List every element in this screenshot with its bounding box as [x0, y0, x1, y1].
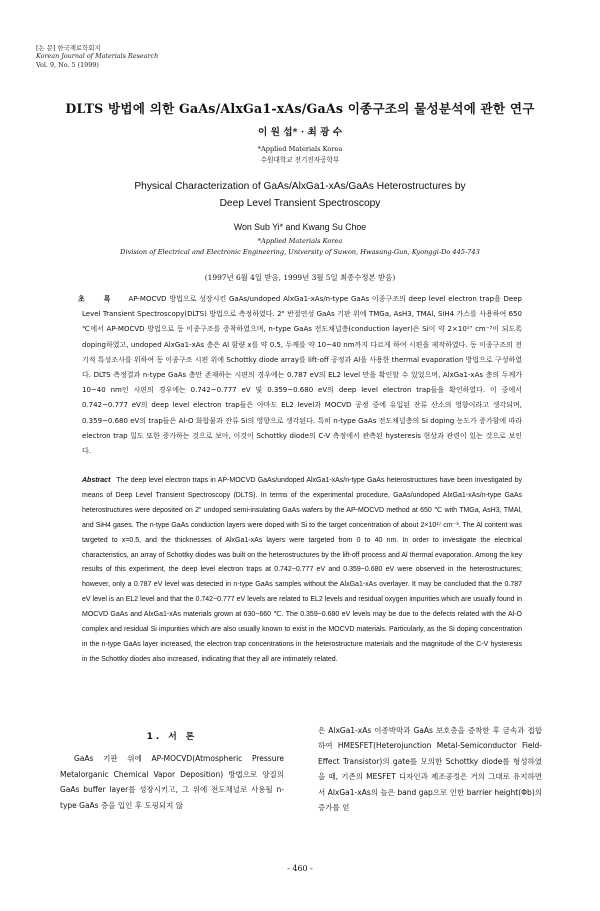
abstract-english-text: The deep level electron traps in AP-MOCVD GaAs/undoped AlxGa1-xAs/n-type GaAs heterostructures have been investigated by means of Deep Level Transient Spectroscopy (DLTS). In terms of the experimental procedure, GaAs/undoped AlxGa1-xAs/n-type GaAs heterostructures were deposited on 2" undoped semi-insulating GaAs wafers by the AP-MOCVD method at 650 ℃ with TMGa, AsH3, TMAl, and SiH4 gases. The n-type GaAs conduction layers were doped with Si to the target concentration of about 2×10¹⁷ cm⁻³. The Al content was targeted to x=0.5, and the thicknesses of AlxGa1-xAs layers were targeted from 0 to 40 nm. In order to investigate the electrical characteristics, an array of Schottky diodes was built on the heterostructures by the lift-off process and Al thermal evaporation. Among the key results of this experiment, the deep level electron traps at 0.742~0.777 eV and 0.359~0.680 eV were observed in the heterostructures; however, only a 0.787 eV level was detected in n-type GaAs samples without the AlxGa1-xAs overlayer. It may be concluded that the 0.787 eV level is an EL2 level and that the 0.742~0.777 eV levels are related to EL2 levels and residual oxygen impurities which are usually found in MOCVD GaAs and AlxGa1-xAs materials grown at 630~660 ℃. The 0.359~0.680 eV levels may be due to the defects related with the Al-O complex and residual Si impurities which are also usually known to exist in the MOCVD materials. Particularly, as the Si doping concentration in the n-type GaAs layer increased, the electron trap concentrations in the heterostructure materials and the magnitude of the C-V hysteresis in the Schottky diodes also increased, indicating that they all are intimately related.: [82, 477, 522, 663]
journal-name-en: Korean Journal of Materials Research: [36, 52, 159, 61]
affiliation-english-line-1: *Applied Materials Korea: [257, 237, 343, 245]
affiliation-english-line-2: Division of Electrical and Electronic Engineering, University of Suwon, Hwasung-Gun, Kyonggi-Do 445-743: [120, 248, 480, 256]
title-english-line-1: Physical Characterization of GaAs/AlxGa1-xAs/GaAs Heterostructures by: [134, 181, 466, 192]
abstract-korean: [78, 292, 522, 459]
abstract-english: [82, 474, 522, 668]
affiliation-korean-line-2: 수원대학교 전기전자공학부: [260, 156, 340, 164]
page-number: - 460 -: [287, 864, 313, 873]
intro-paragraph-left: GaAs 기판 위에 AP-MOCVD(Atmospheric Pressure Metalorganic Chemical Vapor Deposition) 방법으로 양질의 GaAs buffer layer를 성장시키고, 그 위에 전도채널로 사용될 n-type GaAs 층을 입인 후 도핑되지 않: [60, 754, 284, 810]
journal-header: [36, 44, 158, 69]
authors-korean: 이 원 섭* · 최 광 수: [257, 127, 342, 138]
affiliation-korean: [0, 144, 600, 166]
journal-name-ko: [논 문] 한국재료학회지: [36, 44, 101, 52]
authors-english: Won Sub Yi* and Kwang Su Choe: [233, 222, 367, 232]
title-korean: DLTS 방법에 의한 GaAs/AlxGa1-xAs/GaAs 이종구조의 물성분석에 관한 연구: [65, 101, 535, 116]
abstract-korean-label: 초 록: [78, 295, 119, 303]
affiliation-english: [30, 236, 570, 258]
title-english: [60, 178, 540, 212]
title-english-line-2: Deep Level Transient Spectroscopy: [219, 198, 381, 209]
body-column-left: [60, 730, 284, 813]
journal-volume: Vol. 9, No. 5 (1999): [36, 60, 99, 69]
affiliation-korean-line-1: *Applied Materials Korea: [257, 145, 343, 153]
abstract-english-label: Abstract: [82, 477, 111, 484]
body-column-right: [318, 723, 542, 815]
section-heading-introduction: 1. 서 론: [146, 732, 198, 742]
received-dates: (1997년 6월 4일 받음, 1999년 3월 5일 최종수정본 받음): [204, 273, 396, 282]
abstract-korean-text: AP-MOCVD 방법으로 성장시킨 GaAs/undoped AlxGa1-xAs/n-type GaAs 이종구조의 deep level electron trap을 Deep Level Transient Spectroscopy(DLTS) 방법으로 측정하였다. 2" 반절연성 GaAs 기판 위에 TMGa, AsH3, TMAl, SiH4 가스를 사용하여 650 ℃에서 AP-MOCVD 방법으로 동 이종구조를 증착하였으며, n-type GaAs 전도채널층(conduction layer)은 Si이 약 2×10¹⁷ cm⁻³이 되도록 doping하였고, undoped AlxGa1-xAs 층은 Al 함량 x를 약 0.5, 두께를 약 10~40 nm까지 다르게 하여 시편을 제작하였다. 동 이종구조의 전기적 특성조사를 위하여 동 이종구조 시편 위에 Schottky diode array를 lift-off 공정과 Al을 사용한 thermal evaporation 방법으로 구성하였다. DLTS 측정결과 n-type GaAs 층만 존재하는 시편의 경우에는 0.787 eV의 EL2 level 만을 확인할 수 있었으며, AlxGa1-xAs 층의 두께가 10~40 nm인 시편의 경우에는 0.742~0.777 eV 및 0.359~0.680 eV의 deep level electron trap들을 확인하였다. 이 중에서 0.742~0.777 eV의 deep level electron trap들은 아마도 EL2 level과 MOCVD 공정 중에 유입된 잔류 산소의 영향이라고 생각되며, 0.359~0.680 eV의 trap들은 Al-O 화합물과 잔류 Si의 영향으로 생각된다. 특히 n-type GaAs 전도채널층의 Si doping 농도가 증가함에 따라 electron trap 밀도 또한 증가하는 것으로 보아, 이것이 Schottky diode의 C-V 측정에서 관측된 hysteresis 현상과 관련이 있는 것으로 보인다.: [82, 295, 522, 456]
intro-paragraph-right: 은 AlxGa1-xAs 이종박막과 GaAs 보호층을 증착한 후 금속과 접합하여 HMESFET(Heterojunction Metal-Semiconductor Field-Effect Transistor)의 gate를 모의한 Schottky diode를 형성하였을 때, 기존의 MESFET 디자인과 제조공정은 거의 그대로 유지하면서 AlxGa1-xAs의 높은 band gap으로 인한 barrier height(Φb)의 증가를 얻: [318, 726, 542, 813]
